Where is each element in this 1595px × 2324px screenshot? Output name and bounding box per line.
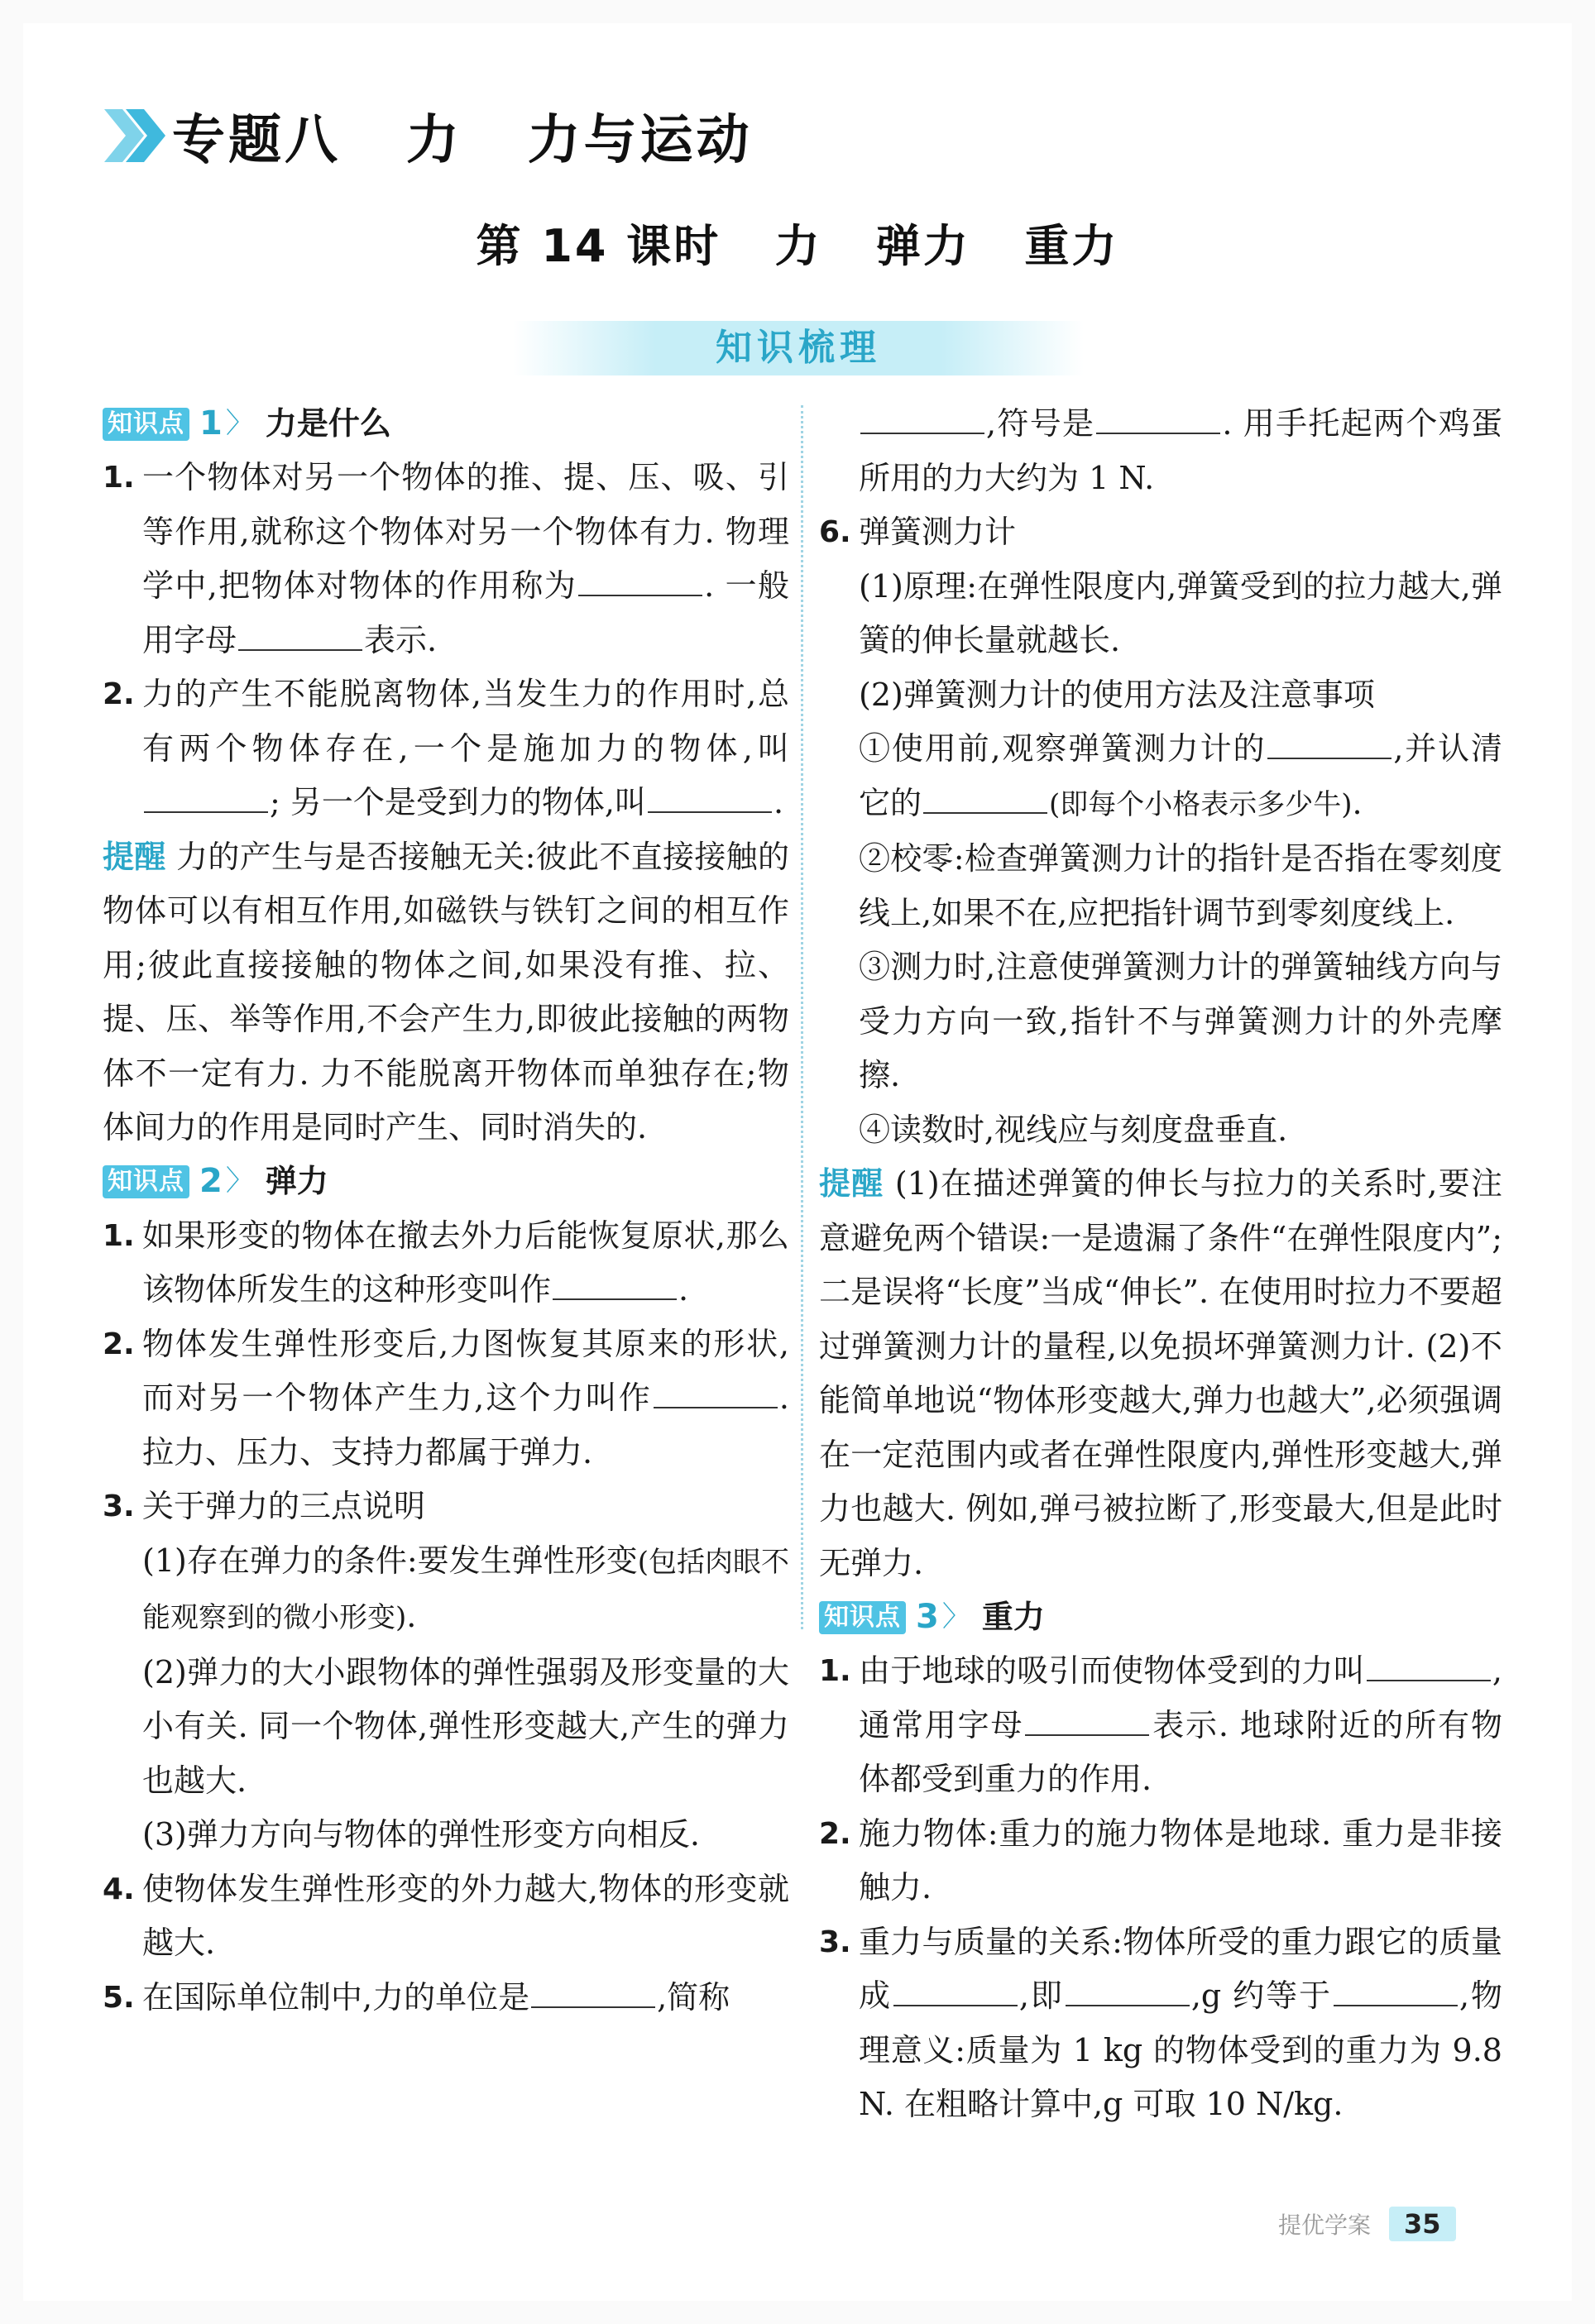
item-number: 2.	[103, 1327, 135, 1361]
answer-blank[interactable]	[531, 1973, 655, 2008]
item-number: 1.	[103, 461, 135, 495]
answer-blank[interactable]	[860, 399, 984, 434]
answer-blank[interactable]	[144, 778, 268, 813]
knowledge-point-title: 弹力	[265, 1163, 328, 1200]
answer-blank[interactable]	[1066, 1972, 1190, 2006]
item-text	[859, 1644, 1502, 1807]
text: 一个物体对另一个物体的推、提、压、吸、引等作用,就称这个物体对另一个物体有力. 物理学中,把物体对物体的作用称为	[142, 459, 789, 604]
text: 力的产生不能脱离物体,当发生力的作用时,总有两个物体存在,一个是施加力的物体,叫	[142, 676, 789, 767]
text: 如果形变的物体在撤去外力后能恢复原状,那么该物体所发生的这种形变叫作	[142, 1217, 789, 1308]
text: . 用手托起两个鸡蛋所用的力大约为 1 N.	[859, 405, 1502, 496]
list-item	[103, 451, 789, 667]
list-item	[103, 1863, 789, 1971]
answer-blank[interactable]	[1367, 1647, 1491, 1681]
list-item	[103, 1480, 789, 1534]
text: 表示. 地球附近的所有物体都受到重力的作用.	[859, 1706, 1502, 1797]
item-text	[142, 1317, 789, 1480]
answer-blank[interactable]	[1096, 399, 1220, 434]
sub-item: (1)原理:在弹性限度内,弹簧受到的拉力越大,弹簧的伸长量就越长.	[859, 567, 1502, 658]
answer-blank[interactable]	[923, 779, 1047, 814]
sub-item: ④读数时,视线应与刻度盘垂直.	[859, 1111, 1288, 1148]
column-divider	[801, 405, 803, 1629]
sub-item: (3)弹力方向与物体的弹性形变方向相反.	[142, 1816, 700, 1853]
answer-blank[interactable]	[648, 778, 772, 813]
knowledge-point-badge: 知识点	[819, 1601, 906, 1634]
text: 物体发生弹性形变后,力图恢复其原来的形状,而对另一个物体产生力,这个力叫作	[142, 1325, 789, 1416]
answer-blank[interactable]	[1025, 1701, 1149, 1736]
list-item	[819, 1807, 1502, 1915]
text: 在国际单位制中,力的单位是	[142, 1978, 530, 2016]
item-text: 弹簧测力计	[859, 514, 1017, 550]
item-text: 关于弹力的三点说明	[142, 1488, 426, 1524]
answer-blank[interactable]	[1334, 1972, 1458, 2006]
text: ①使用前,观察弹簧测力计的	[859, 730, 1267, 767]
knowledge-point-title: 力是什么	[265, 404, 391, 442]
item-text: 使物体发生弹性形变的外力越大,物体的形变就越大.	[142, 1870, 789, 1961]
sub-item	[103, 1534, 789, 1646]
chapter-heading	[98, 98, 753, 174]
text: 表示.	[364, 621, 438, 658]
text: (即每个小格表示多少牛)	[1049, 787, 1353, 821]
lesson-title: 第 14 课时 力 弹力 重力	[476, 220, 1119, 272]
knowledge-point-1-header	[103, 397, 789, 451]
angle-bracket-icon: 〉	[225, 1164, 254, 1198]
knowledge-point-badge: 知识点	[103, 1165, 189, 1198]
text: ,物理意义:质量为 1 kg 的物体受到的重力为 9.8 N. 在粗略计算中,g 可取 10 N/kg.	[859, 1977, 1502, 2122]
sub-item: (2)弹力的大小跟物体的弹性强弱及形变量的大小有关. 同一个物体,弹性形变越大,产生的弹力也越大.	[142, 1653, 789, 1799]
text: .	[678, 1271, 689, 1308]
knowledge-point-title: 重力	[981, 1598, 1045, 1635]
answer-blank[interactable]	[654, 1374, 778, 1408]
answer-blank[interactable]	[578, 562, 702, 596]
text: ,符号是	[986, 405, 1095, 442]
tip-text: 力的产生与是否接触无关:彼此不直接接触的物体可以有相互作用,如磁铁与铁钉之间的相互作用;彼此直接接触的物体之间,如果没有推、拉、提、压、举等作用,不会产生力,即彼此接触的两物体不一定有力. 力不能脱离开物体而单独存在;物体间力的作用是同时产生、同时消失的.	[103, 838, 789, 1145]
item-number: 3.	[819, 1925, 851, 1959]
item-text	[859, 1915, 1502, 2132]
list-item	[103, 667, 789, 830]
item-text	[142, 451, 789, 667]
list-item	[103, 1971, 789, 2025]
knowledge-point-number: 2	[199, 1162, 223, 1201]
list-item	[819, 1644, 1502, 1807]
sub-item: ③测力时,注意使弹簧测力计的弹簧轴线方向与受力方向一致,指针不与弹簧测力计的外壳摩擦.	[859, 949, 1502, 1093]
section-banner	[513, 321, 1084, 375]
list-item	[103, 1317, 789, 1480]
page-number: 35	[1389, 2207, 1456, 2241]
text: ,即	[1018, 1977, 1064, 2014]
sub-item: (2)弹簧测力计的使用方法及注意事项	[859, 676, 1375, 713]
knowledge-point-badge: 知识点	[103, 408, 189, 441]
text: .	[773, 784, 784, 820]
list-item	[819, 505, 1502, 560]
item-number: 6.	[819, 515, 851, 549]
right-column	[819, 397, 1502, 2132]
item-number: 4.	[103, 1872, 135, 1906]
tip-paragraph	[103, 830, 789, 1155]
continued-text	[819, 397, 1502, 505]
item-text	[142, 1971, 789, 2025]
item-number: 1.	[819, 1654, 851, 1688]
left-column	[103, 397, 789, 2025]
text: ,简称	[657, 1978, 730, 2016]
text: (包括肉眼不能观察到的微小形变)	[142, 1545, 789, 1634]
section-banner-label: 知识梳理	[716, 327, 881, 369]
item-number: 1.	[103, 1218, 135, 1253]
list-item	[103, 1209, 789, 1317]
text: ,通常用字母	[859, 1652, 1502, 1743]
text: .	[1352, 784, 1363, 821]
knowledge-point-number: 3	[916, 1597, 939, 1636]
sub-item	[819, 722, 1502, 832]
text: ; 另一个是受到力的物体,叫	[270, 784, 646, 820]
tip-label: 提醒	[819, 1165, 884, 1202]
angle-bracket-icon: 〉	[225, 406, 254, 440]
text: ,g 约等于	[1190, 1977, 1332, 2014]
chapter-title: 专题八 力 力与运动	[172, 110, 753, 171]
text: (1)存在弹力的条件:要发生弹性形变	[142, 1542, 638, 1579]
knowledge-point-2-header	[103, 1155, 789, 1209]
tip-text: (1)在描述弹簧的伸长与拉力的关系时,要注意避免两个错误:一是遗漏了条件“在弹性限度内”;二是误将“长度”当成“伸长”. 在使用时拉力不要超过弹簧测力计的量程,以免损坏弹簧测力计. (2)不能简单地说“物体形变越大,弹力也越大”,必须强调在一定范围内或者在弹性限度内,弹性形变越大,弹力也越大. 例如,弹弓被拉断了,形变最大,但是此时无弹力.	[819, 1165, 1502, 1581]
item-number: 2.	[103, 677, 135, 711]
page-footer	[1278, 2207, 1456, 2241]
answer-blank[interactable]	[1267, 724, 1391, 759]
angle-bracket-icon: 〉	[941, 1600, 970, 1633]
answer-blank[interactable]	[553, 1265, 677, 1300]
text: . 拉力、压力、支持力都属于弹力.	[142, 1380, 789, 1470]
double-chevron-icon	[98, 103, 172, 169]
item-number: 5.	[103, 1980, 135, 2015]
text: 由于地球的吸引而使物体受到的力叫	[859, 1652, 1365, 1689]
answer-blank[interactable]	[238, 616, 362, 651]
text: ,并认清它的	[859, 730, 1502, 821]
item-number: 3.	[103, 1490, 135, 1523]
item-text	[142, 1209, 789, 1317]
text: . 一般用字母	[142, 567, 789, 658]
list-item	[819, 1915, 1502, 2132]
item-number: 2.	[819, 1816, 851, 1851]
tip-paragraph	[819, 1157, 1502, 1590]
item-text	[142, 667, 789, 830]
text: .	[406, 1598, 417, 1634]
tip-label: 提醒	[103, 838, 166, 875]
knowledge-point-3-header	[819, 1590, 1502, 1644]
answer-blank[interactable]	[893, 1972, 1018, 2006]
item-text: 施力物体:重力的施力物体是地球. 重力是非接触力.	[859, 1815, 1502, 1906]
footer-text: 提优学案	[1278, 2212, 1372, 2239]
sub-item: ②校零:检查弹簧测力计的指针是否指在零刻度线上,如果不在,应把指针调节到零刻度线上.	[859, 840, 1502, 931]
text: 重力与质量的关系:物体所受的重力跟它的质量成	[859, 1923, 1502, 2014]
knowledge-point-number: 1	[199, 404, 223, 442]
